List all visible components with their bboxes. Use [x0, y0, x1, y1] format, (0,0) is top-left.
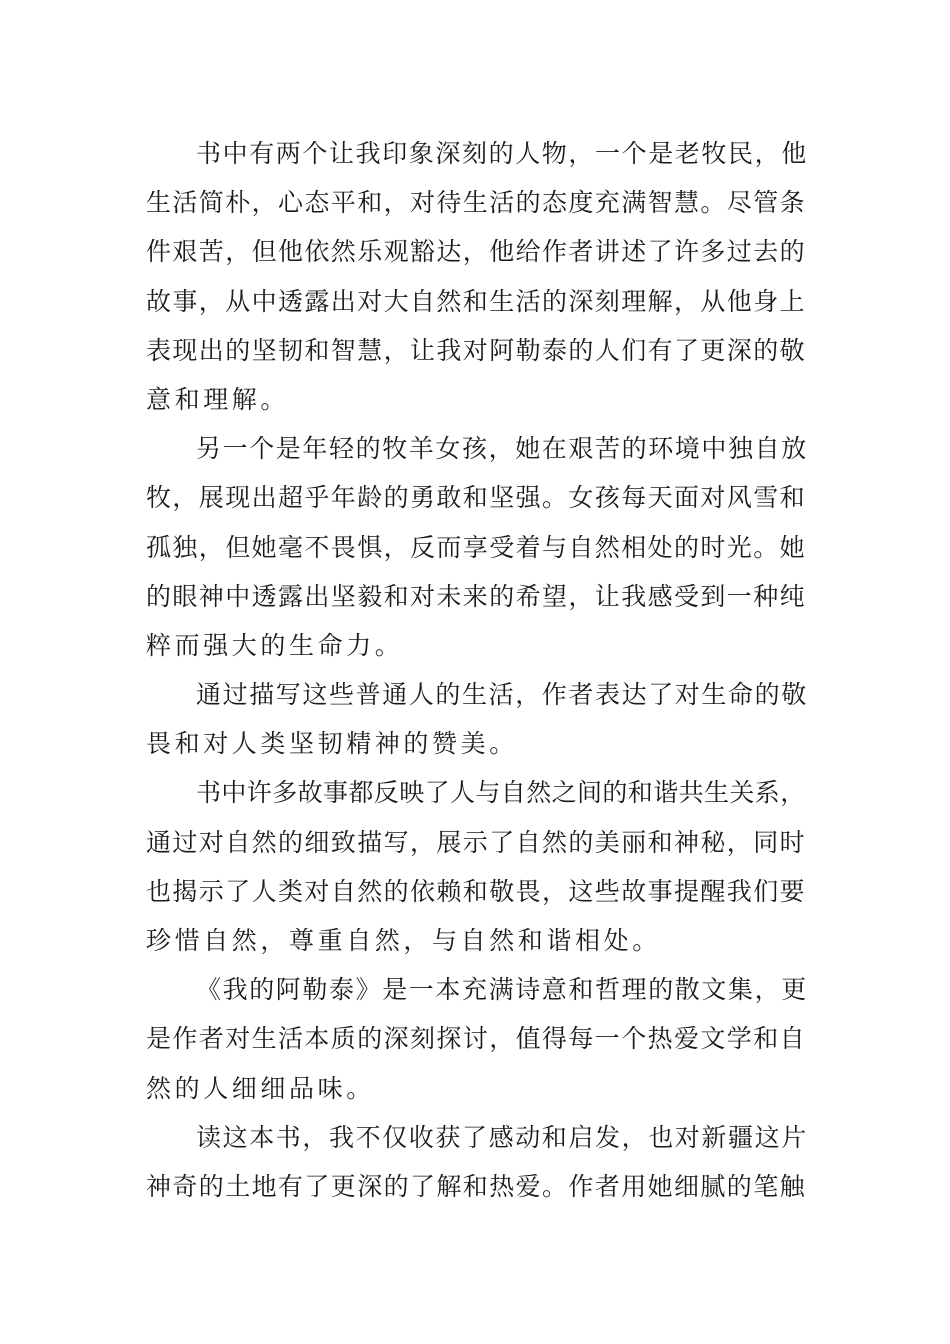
text-line: 是作者对生活本质的深刻探讨，值得每一个热爱文学和自 [146, 1024, 807, 1054]
text-line: 读这本书，我不仅收获了感动和启发，也对新疆这片 [196, 1122, 808, 1152]
text-line: 也揭示了人类对自然的依赖和敬畏，这些故事提醒我们要 [146, 876, 807, 906]
text-line: 意和理解。 [146, 384, 290, 414]
text-line: 然的人细细品味。 [146, 1073, 375, 1103]
text-line: 孤独，但她毫不畏惧，反而享受着与自然相处的时光。她 [146, 532, 807, 562]
text-line: 件艰苦，但他依然乐观豁达，他给作者讲述了许多过去的 [146, 237, 807, 267]
text-line: 粹而强大的生命力。 [146, 630, 404, 660]
text-line: 通过对自然的细致描写，展示了自然的美丽和神秘，同时 [146, 827, 807, 857]
text-line: 通过描写这些普通人的生活，作者表达了对生命的敬 [196, 680, 808, 710]
text-line: 故事，从中透露出对大自然和生活的深刻理解，从他身上 [146, 286, 807, 316]
text-line: 生活简朴，心态平和，对待生活的态度充满智慧。尽管条 [146, 188, 807, 218]
body-text [146, 129, 806, 1211]
text-line: 的眼神中透露出坚毅和对未来的希望，让我感受到一种纯 [146, 581, 807, 611]
text-line: 畏和对人类坚韧精神的赞美。 [146, 729, 518, 759]
text-line: 神奇的土地有了更深的了解和热爱。作者用她细腻的笔触 [146, 1171, 807, 1201]
text-line: 《我的阿勒泰》是一本充满诗意和哲理的散文集，更 [196, 975, 808, 1005]
text-line: 书中许多故事都反映了人与自然之间的和谐共生关系， [196, 778, 806, 808]
text-line: 另一个是年轻的牧羊女孩，她在艰苦的环境中独自放 [196, 434, 808, 464]
text-line: 牧，展现出超乎年龄的勇敢和坚强。女孩每天面对风雪和 [146, 483, 807, 513]
text-line: 书中有两个让我印象深刻的人物，一个是老牧民，他 [196, 139, 808, 168]
text-line: 珍惜自然，尊重自然，与自然和谐相处。 [146, 926, 661, 955]
text-line: 表现出的坚韧和智慧，让我对阿勒泰的人们有了更深的敬 [146, 335, 807, 365]
